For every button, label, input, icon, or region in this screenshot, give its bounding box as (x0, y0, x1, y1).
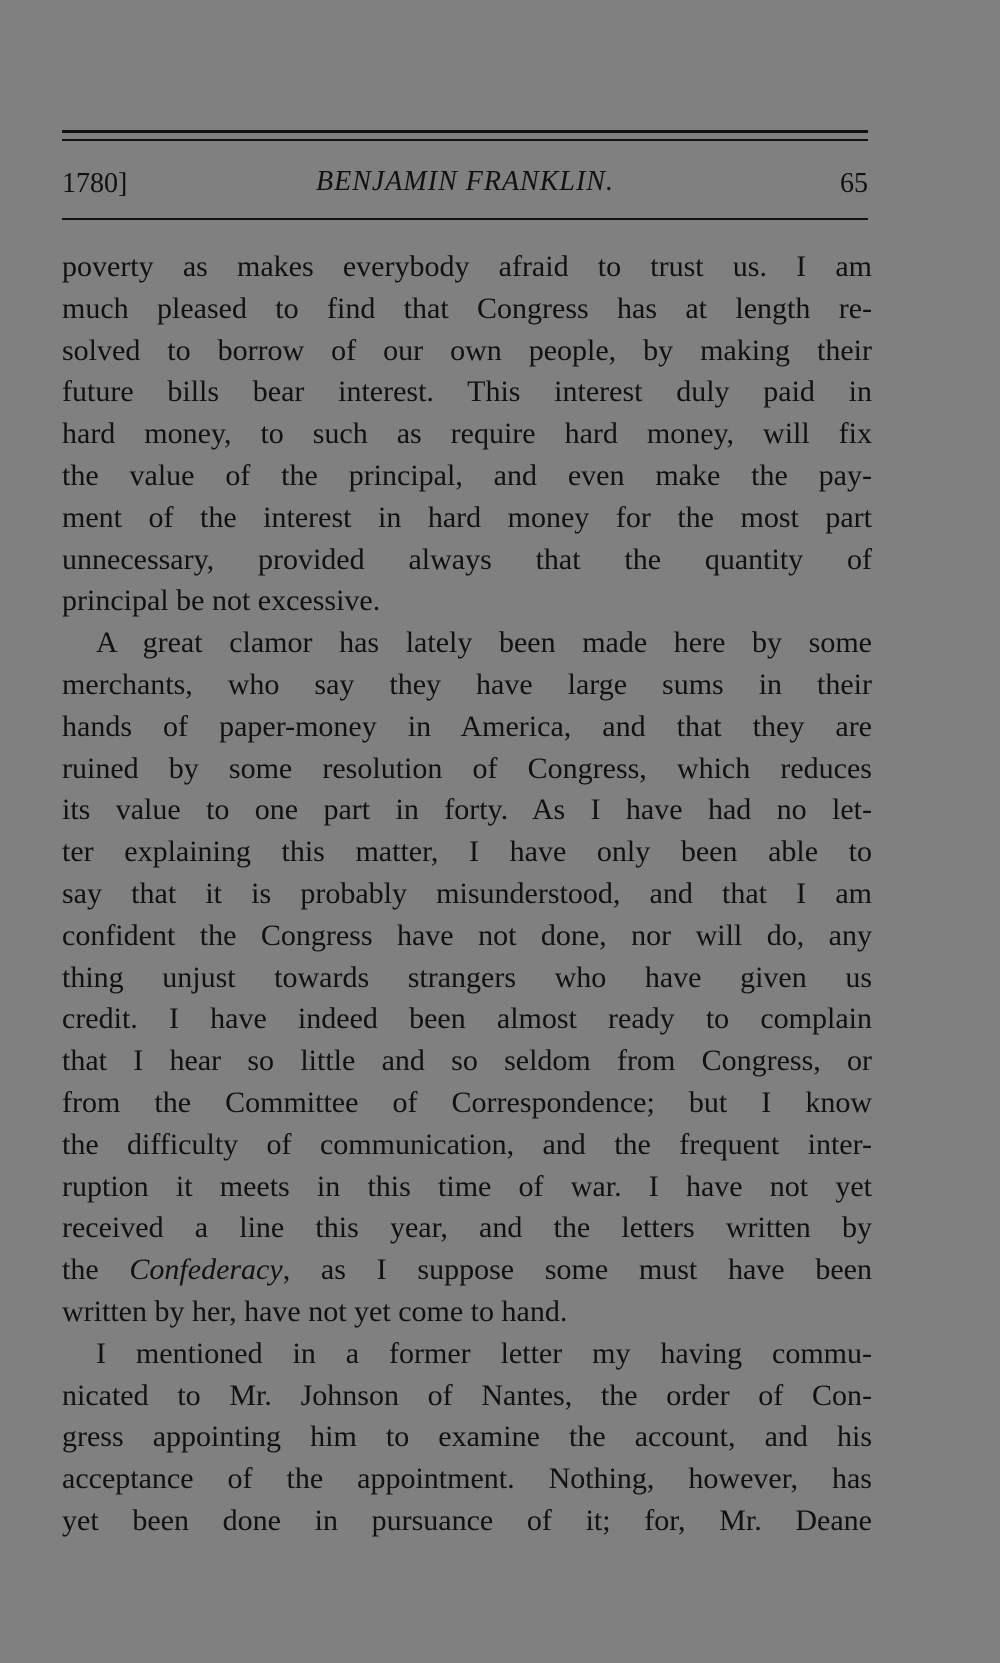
body-text (62, 246, 872, 1542)
text-line: thing unjust towards strangers who have given us (62, 960, 872, 994)
text-line: hard money, to such as require hard money, will fix (62, 417, 872, 451)
text-line: that I hear so little and so seldom from Congress, or (62, 1044, 872, 1078)
text-line: its value to one part in forty. As I have had no let- (62, 793, 872, 827)
text-line: ter explaining this matter, I have only been able to (62, 835, 872, 869)
text-line: future bills bear interest. This interest duly paid in (62, 375, 872, 409)
text-line: the value of the principal, and even make the pay- (62, 458, 872, 492)
header-rule-thick (62, 130, 868, 133)
italic-title: Confederacy (129, 1253, 283, 1287)
text-line: much pleased to find that Congress has at length re- (62, 291, 872, 325)
page-number: 65 (840, 168, 868, 199)
text-line: received a line this year, and the letters written by (62, 1211, 872, 1245)
text-line: principal be not excessive. (62, 584, 381, 618)
text-line: ruined by some resolution of Congress, which reduces (62, 751, 872, 785)
text-line: hands of paper-money in America, and that they are (62, 709, 872, 743)
header-bottom-rule (62, 218, 868, 220)
running-head-title: BENJAMIN FRANKLIN. (316, 166, 614, 197)
text-line: confident the Congress have not done, nor will do, any (62, 918, 872, 952)
text-line: I mentioned in a former letter my having commu- (96, 1336, 872, 1370)
header-rule-thin (62, 139, 868, 141)
text-fragment: , as I suppose some must have been (282, 1253, 873, 1287)
text-line: ruption it meets in this time of war. I have not yet (62, 1169, 872, 1203)
text-line: poverty as makes everybody afraid to trust us. I am (62, 250, 872, 283)
text-line: gress appointing him to examine the account, and his (62, 1420, 872, 1454)
text-line: acceptance of the appointment. Nothing, however, has (62, 1462, 872, 1496)
text-line: A great clamor has lately been made here by some (96, 626, 872, 660)
text-line: say that it is probably misunderstood, and that I am (62, 876, 872, 910)
text-line: solved to borrow of our own people, by making their (62, 333, 872, 367)
running-head-year: 1780] (62, 168, 128, 199)
text-fragment: the (62, 1253, 130, 1287)
text-line: ment of the interest in hard money for the most part (62, 500, 872, 534)
running-head (62, 162, 868, 202)
text-line: nicated to Mr. Johnson of Nantes, the order of Con- (62, 1378, 872, 1412)
text-line (62, 1249, 872, 1291)
text-line: written by her, have not yet come to hand. (62, 1294, 568, 1328)
text-line: the difficulty of communication, and the frequent inter- (62, 1127, 872, 1161)
text-line: yet been done in pursuance of it; for, Mr. Deane (62, 1503, 872, 1537)
text-line: merchants, who say they have large sums in their (62, 667, 872, 701)
header-double-rule (62, 130, 868, 142)
text-line: unnecessary, provided always that the quantity of (62, 542, 872, 576)
text-line: from the Committee of Correspondence; but I know (62, 1085, 872, 1119)
text-line: credit. I have indeed been almost ready to complain (62, 1002, 872, 1036)
